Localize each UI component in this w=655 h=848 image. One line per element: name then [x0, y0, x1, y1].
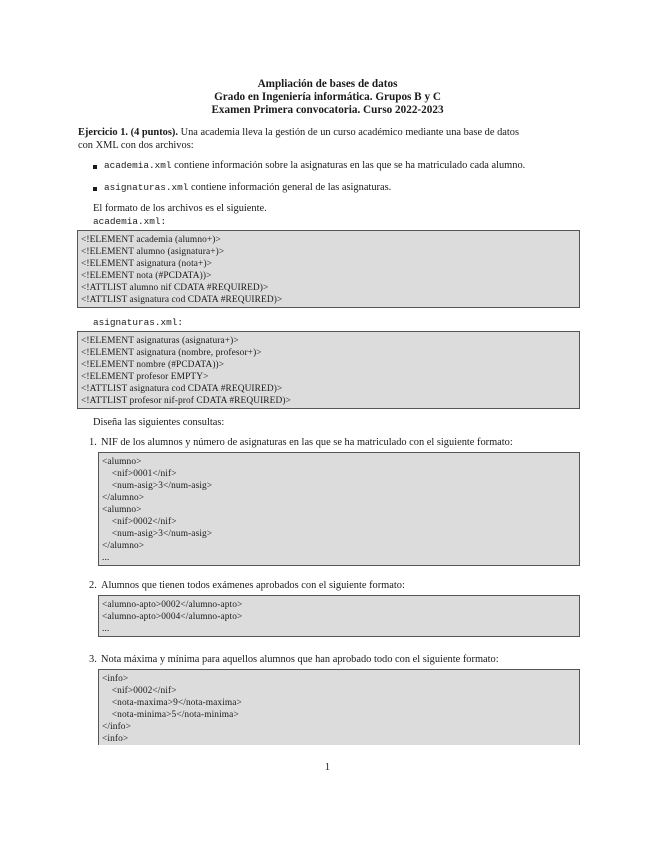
code-line: <alumno-apto>0004</alumno-apto>: [102, 612, 243, 622]
file2-label: asignaturas.xml:: [93, 317, 184, 328]
bullet-text: contiene información sobre la asignaturas en las que se ha matriculado cada alumno.: [174, 160, 526, 171]
code-line: <nif>0001</nif>: [102, 469, 177, 479]
page-number: 1: [324, 762, 331, 773]
query-1-text: NIF de los alumnos y número de asignaturas en las que se ha matriculado con el siguiente formato:: [101, 437, 513, 448]
code-line: ...: [102, 553, 110, 563]
code-line: </alumno>: [102, 541, 145, 551]
dtd-box-academia: [77, 230, 580, 308]
bullet-marker: [93, 165, 97, 169]
code-line: <!ATTLIST asignatura cod CDATA #REQUIRED)>: [81, 295, 283, 305]
code-line: ...: [102, 624, 110, 634]
code-line: <!ATTLIST asignatura cod CDATA #REQUIRED)>: [81, 384, 283, 394]
query-3-text: Nota máxima y mínima para aquellos alumnos que han aprobado todo con el siguiente formato:: [101, 654, 499, 665]
code-line: <!ELEMENT asignatura (nota+)>: [81, 259, 213, 269]
query-2-text: Alumnos que tienen todos exámenes aprobados con el siguiente formato:: [101, 580, 405, 591]
code-line: <num-asig>3</num-asig>: [102, 529, 213, 539]
bullet-marker: [93, 187, 97, 191]
code-line: <!ELEMENT alumno (asignatura+)>: [81, 247, 225, 257]
code-line: <info>: [102, 674, 129, 684]
code-line: <nota-minima>5</nota-minima>: [102, 710, 239, 720]
file-name-asignaturas: asignaturas.xml: [104, 182, 189, 193]
bullet-text: contiene información general de las asignaturas.: [191, 182, 392, 193]
bullet-item-asignaturas: [104, 181, 391, 194]
exercise-intro-line2: con XML con dos archivos:: [78, 140, 194, 151]
query-number: 2.: [89, 580, 97, 591]
code-line: <!ELEMENT profesor EMPTY>: [81, 372, 209, 382]
file1-label: academia.xml:: [93, 216, 167, 227]
code-line: <nif>0002</nif>: [102, 517, 177, 527]
exercise-title: Ejercicio 1. (4 puntos).: [78, 127, 178, 138]
code-line: <alumno-apto>0002</alumno-apto>: [102, 600, 243, 610]
query-2-output-format: [98, 595, 580, 637]
query-3-output-format: [98, 669, 580, 745]
code-line: <!ELEMENT academia (alumno+)>: [81, 235, 221, 245]
code-line: <!ELEMENT nombre (#PCDATA))>: [81, 360, 225, 370]
code-line: <!ATTLIST profesor nif-prof CDATA #REQUIRED)>: [81, 396, 291, 406]
format-intro: El formato de los archivos es el siguiente.: [93, 203, 267, 214]
bullet-item-academia: [104, 159, 525, 172]
code-line: <!ELEMENT asignatura (nombre, profesor+)>: [81, 348, 262, 358]
dtd-box-asignaturas: [77, 331, 580, 409]
file-name-academia: academia.xml: [104, 160, 172, 171]
exercise-intro-line1: Una academia lleva la gestión de un curso académico mediante una base de datos: [180, 127, 519, 138]
code-line: <nif>0002</nif>: [102, 686, 177, 696]
code-line: <alumno>: [102, 505, 142, 515]
code-line: <info>: [102, 734, 129, 744]
degree-groups: Grado en Ingeniería informática. Grupos B y C: [214, 91, 441, 103]
query-number: 1.: [89, 437, 97, 448]
query-number: 3.: [89, 654, 97, 665]
code-line: <nota-maxima>9</nota-maxima>: [102, 698, 242, 708]
code-line: <!ATTLIST alumno nif CDATA #REQUIRED)>: [81, 283, 269, 293]
exam-session: Examen Primera convocatoria. Curso 2022-2023: [211, 104, 444, 116]
course-title: Ampliación de bases de datos: [257, 78, 398, 90]
queries-intro: Diseña las siguientes consultas:: [93, 417, 225, 428]
code-line: </info>: [102, 722, 131, 732]
exercise-intro: [78, 126, 588, 139]
code-line: <!ELEMENT nota (#PCDATA))>: [81, 271, 212, 281]
query-1-output-format: [98, 452, 580, 566]
code-line: <!ELEMENT asignaturas (asignatura+)>: [81, 336, 239, 346]
code-line: <num-asig>3</num-asig>: [102, 481, 213, 491]
code-line: </alumno>: [102, 493, 145, 503]
code-line: <alumno>: [102, 457, 142, 467]
